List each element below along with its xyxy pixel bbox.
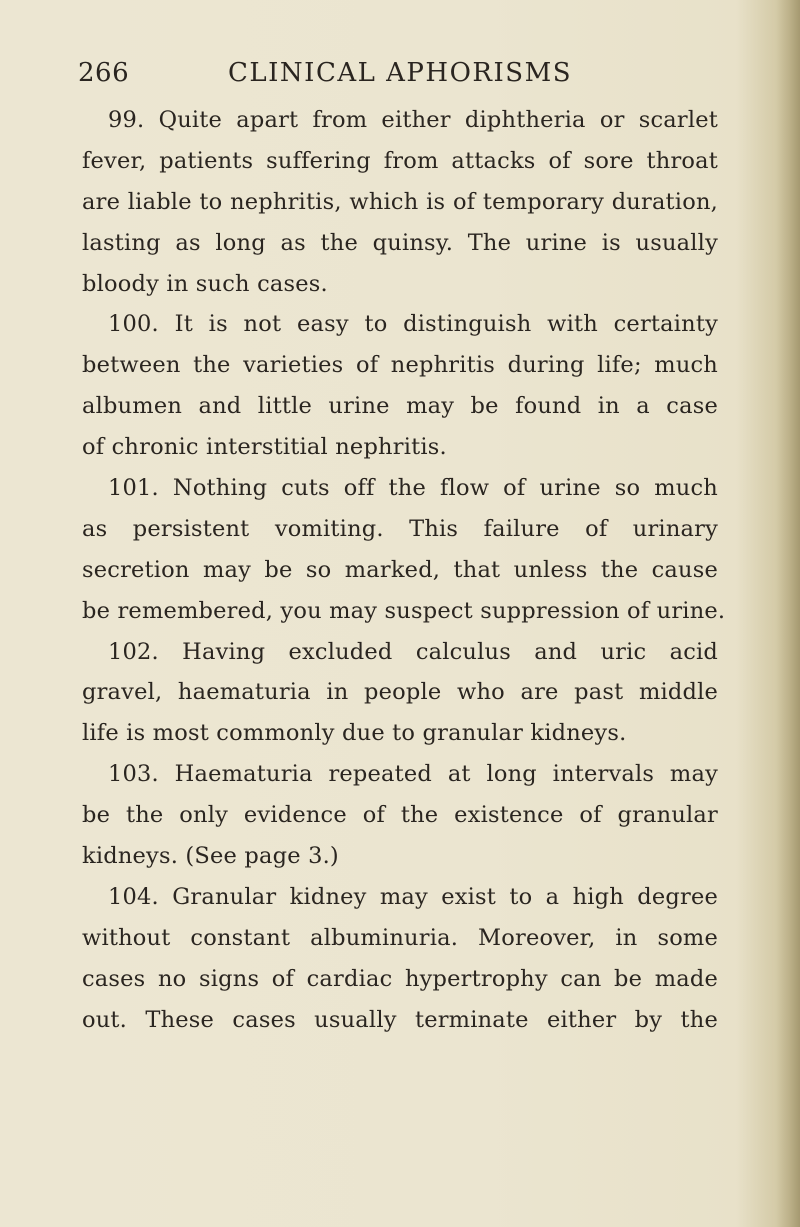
text-line: are liable to nephritis, which is of temporary duration, [82, 188, 718, 215]
text-line: lasting as long as the quinsy. The urine is usually [82, 229, 718, 256]
text-line: fever, patients suffering from attacks of sore throat [82, 147, 718, 174]
text-line: 102. Having excluded calculus and uric acid [108, 638, 718, 665]
text-line: bloody in such cases. [82, 270, 328, 297]
text-line: life is most commonly due to granular kidneys. [82, 720, 627, 747]
text-line: as persistent vomiting. This failure of urinary [82, 515, 718, 542]
text-line: gravel, haematuria in people who are past middle [82, 679, 718, 706]
text-line: kidneys. (See page 3.) [82, 843, 339, 870]
text-line: be remembered, you may suspect suppression of urine. [82, 597, 726, 624]
text-line: without constant albuminuria. Moreover, in some [82, 924, 718, 951]
running-title: CLINICAL APHORISMS [228, 58, 573, 88]
running-header [78, 58, 718, 98]
text-line: out. These cases usually terminate either by the [82, 1006, 718, 1033]
page-edge-shadow [776, 0, 800, 1227]
page-number: 266 [78, 58, 130, 88]
text-line: cases no signs of cardiac hypertrophy can be made [82, 965, 718, 992]
text-line: albumen and little urine may be found in a case [82, 393, 718, 420]
text-line: 101. Nothing cuts off the flow of urine so much [108, 475, 718, 502]
text-line: 104. Granular kidney may exist to a high degree [108, 883, 718, 910]
text-line: 99. Quite apart from either diphtheria or scarlet [108, 107, 718, 133]
text-line: secretion may be so marked, that unless the cause [82, 556, 718, 583]
text-line: of chronic interstitial nephritis. [82, 434, 447, 461]
text-line: be the only evidence of the existence of granular [82, 802, 718, 829]
text-line: between the varieties of nephritis during life; much [82, 352, 718, 379]
text-line: 100. It is not easy to distinguish with certainty [108, 311, 718, 338]
body-text [82, 100, 726, 1040]
text-line: 103. Haematuria repeated at long intervals may [108, 761, 718, 788]
